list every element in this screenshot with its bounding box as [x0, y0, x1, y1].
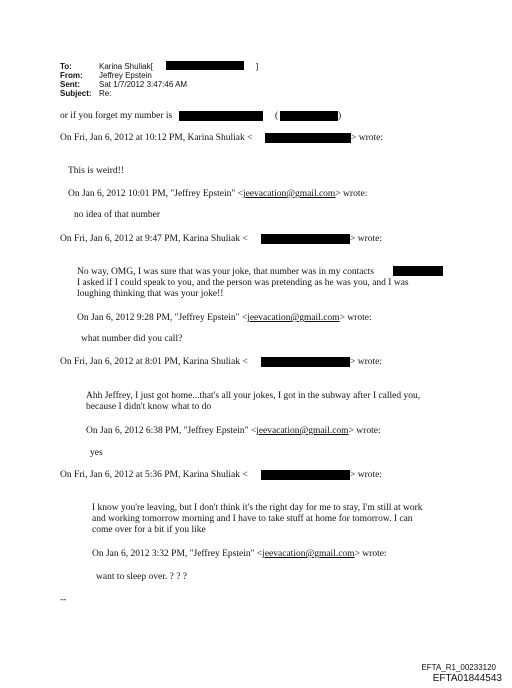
signature-separator: --: [60, 595, 67, 605]
message-line: no idea of that number: [74, 210, 161, 220]
footer-id-small: EFTA_R1_00233120: [421, 663, 496, 672]
quote-prefix: On Jan 6, 2012 6:38 PM, "Jeffrey Epstein" <: [86, 426, 257, 436]
quote-header: On Fri, Jan 6, 2012 at 5:36 PM, Karina Shuliak <: [60, 470, 248, 480]
paren-close: ): [338, 111, 342, 121]
email-link[interactable]: jeevacation@gmail.com: [242, 189, 336, 199]
quote-header-end: > wrote:: [350, 234, 383, 244]
email-link[interactable]: jeevacation@gmail.com: [256, 426, 349, 436]
quote-header-end: > wrote:: [350, 470, 383, 480]
email-link[interactable]: jeevacation@gmail.com: [247, 313, 340, 323]
message-line: I asked if I could speak to you, and the person was pretending as he was you, and I was: [77, 278, 409, 288]
body-line: or if you forget my number is: [60, 111, 173, 121]
redaction-box: [261, 357, 350, 367]
redaction-box: [166, 61, 244, 70]
message-line: Ahh Jeffrey, I just got home...that's all your jokes, I got in the subway after I called you,: [86, 391, 421, 401]
message-line: No way, OMG, I was sure that was your joke, that number was in my contacts: [77, 267, 374, 277]
sent-value: Sat 1/7/2012 3:47:46 AM: [99, 80, 188, 89]
header-from: [60, 71, 280, 80]
quote-suffix: > wrote:: [339, 313, 372, 323]
message-line: This is weird!!: [68, 166, 124, 176]
redaction-box: [179, 111, 263, 121]
from-label: From:: [60, 71, 83, 80]
message-line: what number did you call?: [81, 334, 183, 344]
message-line: loughing thinking that was your joke!!: [77, 289, 224, 299]
quote-header: On Fri, Jan 6, 2012 at 10:12 PM, Karina Shuliak <: [60, 133, 253, 143]
quote-prefix: On Jan 6, 2012 9:28 PM, "Jeffrey Epstein" <: [77, 313, 248, 323]
quote-header: [86, 426, 381, 437]
quote-header-end: > wrote:: [351, 133, 384, 143]
subject-value: Re:: [99, 89, 112, 98]
quote-header-end: > wrote:: [350, 357, 383, 367]
message-line: yes: [90, 448, 103, 458]
redaction-box: [261, 470, 350, 480]
header-subject: [60, 89, 280, 98]
redaction-box: [393, 266, 443, 276]
quote-header: [92, 549, 387, 560]
message-line: come over for a bit if you like: [92, 525, 206, 535]
quote-suffix: > wrote:: [348, 426, 381, 436]
quote-suffix: > wrote:: [335, 189, 368, 199]
paren-open: (: [275, 111, 279, 121]
redaction-box: [265, 133, 351, 143]
message-line: I know you're leaving, but I don't think it's the right day for me to stay, I'm still at work: [92, 503, 423, 513]
message-line: want to sleep over. ? ? ?: [96, 572, 188, 582]
footer-id: EFTA01844543: [432, 673, 502, 684]
header-sent: [60, 80, 280, 89]
quote-prefix: On Jan 6, 2012 10:01 PM, "Jeffrey Epstein" <: [68, 189, 243, 199]
email-link[interactable]: jeevacation@gmail.com: [262, 549, 355, 559]
subject-label: Subject:: [60, 89, 92, 98]
quote-header: [68, 189, 367, 200]
message-line: and working tomorrow morning and I have to take stuff at home for tomorrow. I can: [92, 514, 413, 524]
to-label: To:: [60, 62, 72, 71]
redaction-box: [261, 234, 350, 244]
quote-suffix: > wrote:: [354, 549, 387, 559]
redaction-box: [280, 111, 338, 121]
to-value: Karina Shuliak[: [99, 62, 153, 71]
message-line: because I didn't know what to do: [86, 402, 212, 412]
from-value: Jeffrey Epstein: [99, 71, 152, 80]
sent-label: Sent:: [60, 80, 80, 89]
quote-header: On Fri, Jan 6, 2012 at 9:47 PM, Karina Shuliak <: [60, 234, 248, 244]
to-suffix: ]: [256, 62, 259, 71]
quote-prefix: On Jan 6, 2012 3:32 PM, "Jeffrey Epstein" <: [92, 549, 263, 559]
quote-header: [77, 313, 372, 324]
quote-header: On Fri, Jan 6, 2012 at 8:01 PM, Karina Shuliak <: [60, 357, 248, 367]
